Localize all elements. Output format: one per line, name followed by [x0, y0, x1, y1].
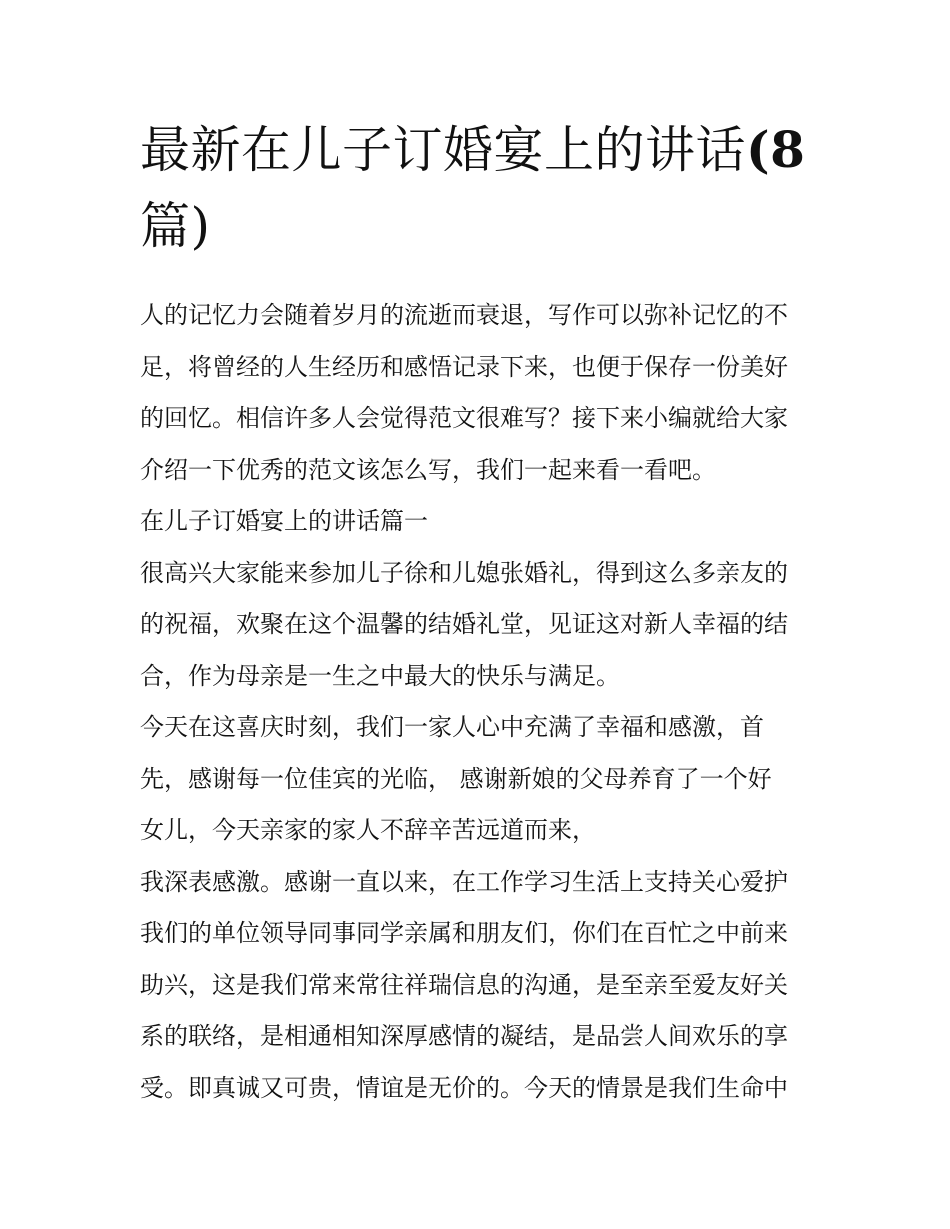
body-line: 女儿，今天亲家的家人不辞辛苦远道而来，	[140, 816, 596, 844]
title-text-count: (8	[746, 120, 806, 179]
body-line: 助兴，这是我们常来常往祥瑞信息的沟通，是至亲至爱友好关	[140, 970, 788, 999]
body-line: 的回忆。相信许多人会觉得范文很难写？接下来小编就给大家	[140, 404, 788, 432]
body-line: 足，将曾经的人生经历和感悟记录下来，也便于保存一份美好	[140, 352, 788, 381]
body-line: 的祝福，欢聚在这个温馨的结婚礼堂，见证这对新人幸福的结	[140, 610, 788, 638]
body-line: 介绍一下优秀的范文该怎么写，我们一起来看一看吧。	[140, 455, 716, 484]
document-title	[140, 112, 820, 264]
body-line: 系的联络，是相通相知深厚感情的凝结，是品尝人间欢乐的享	[140, 1022, 788, 1050]
section-heading: 在儿子订婚宴上的讲话篇一	[140, 507, 428, 535]
body-line: 我深表感激。感谢一直以来，在工作学习生活上支持关心爱护	[140, 867, 788, 896]
title-text-end: 篇)	[140, 197, 211, 255]
body-line: 人的记忆力会随着岁月的流逝而衰退，写作可以弥补记忆的不	[140, 301, 788, 329]
body-line: 合，作为母亲是一生之中最大的快乐与满足。	[140, 661, 620, 690]
document-body	[140, 290, 820, 1114]
document-page	[140, 112, 820, 1114]
title-text-main: 最新在儿子订婚宴上的讲话	[140, 121, 746, 179]
body-line: 很高兴大家能来参加儿子徐和儿媳张婚礼，得到这么多亲友的	[140, 558, 788, 587]
body-line: 今天在这喜庆时刻，我们一家人心中充满了幸福和感激，首	[140, 713, 764, 741]
body-line: 我们的单位领导同事同学亲属和朋友们，你们在百忙之中前来	[140, 919, 788, 947]
body-line: 先，感谢每一位佳宾的光临， 感谢新娘的父母养育了一个好	[140, 764, 772, 793]
body-line: 受。即真诚又可贵，情谊是无价的。今天的情景是我们生命中	[140, 1073, 788, 1102]
